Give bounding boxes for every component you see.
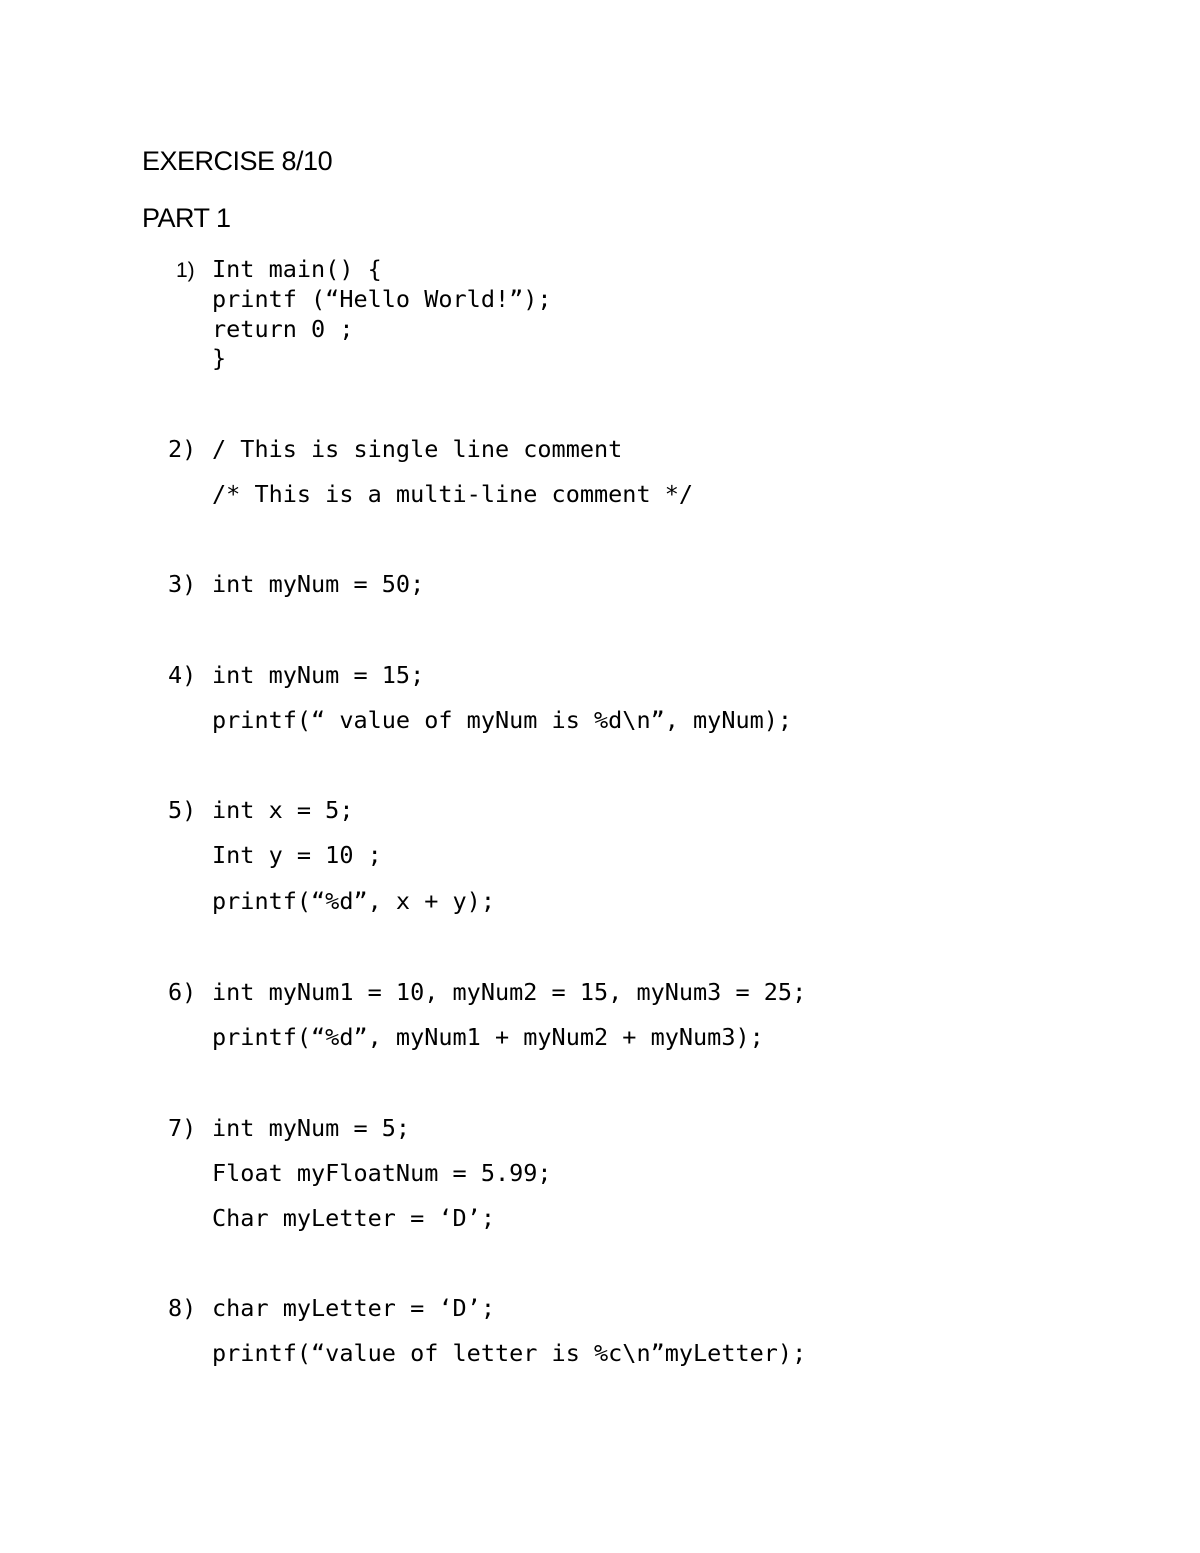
code-line: printf (“Hello World!”); [212, 285, 552, 313]
exercise-title: EXERCISE 8/10 [142, 146, 333, 176]
code-line: int myNum = 50; [212, 570, 425, 598]
code-line: /* This is a multi-line comment */ [212, 480, 694, 508]
code-line: printf(“%d”, x + y); [212, 887, 495, 915]
item-number: 8) [168, 1294, 197, 1322]
code-line: int myNum = 5; [212, 1114, 411, 1142]
code-line: Float myFloatNum = 5.99; [212, 1159, 552, 1187]
item-number: 7) [168, 1114, 197, 1142]
part-heading: PART 1 [142, 203, 231, 233]
code-line: printf(“value of letter is %c\n”myLetter); [212, 1339, 807, 1367]
code-line: int x = 5; [212, 796, 354, 824]
code-line: Int main() { [212, 255, 382, 283]
code-line: return 0 ; [212, 315, 354, 343]
item-number: 6) [168, 978, 197, 1006]
item-number: 3) [168, 570, 197, 598]
item-number: 1) [176, 259, 195, 282]
item-number: 5) [168, 796, 197, 824]
code-line: char myLetter = ‘D’; [212, 1294, 495, 1322]
code-line: printf(“%d”, myNum1 + myNum2 + myNum3); [212, 1023, 764, 1051]
code-line: printf(“ value of myNum is %d\n”, myNum); [212, 706, 793, 734]
code-line: int myNum1 = 10, myNum2 = 15, myNum3 = 25; [212, 978, 807, 1006]
code-line: } [212, 344, 227, 372]
code-line: Int y = 10 ; [212, 841, 382, 869]
item-number: 4) [168, 661, 197, 689]
code-line: / This is single line comment [212, 435, 623, 463]
code-line: Char myLetter = ‘D’; [212, 1204, 495, 1232]
item-number: 2) [168, 435, 197, 463]
code-line: int myNum = 15; [212, 661, 425, 689]
